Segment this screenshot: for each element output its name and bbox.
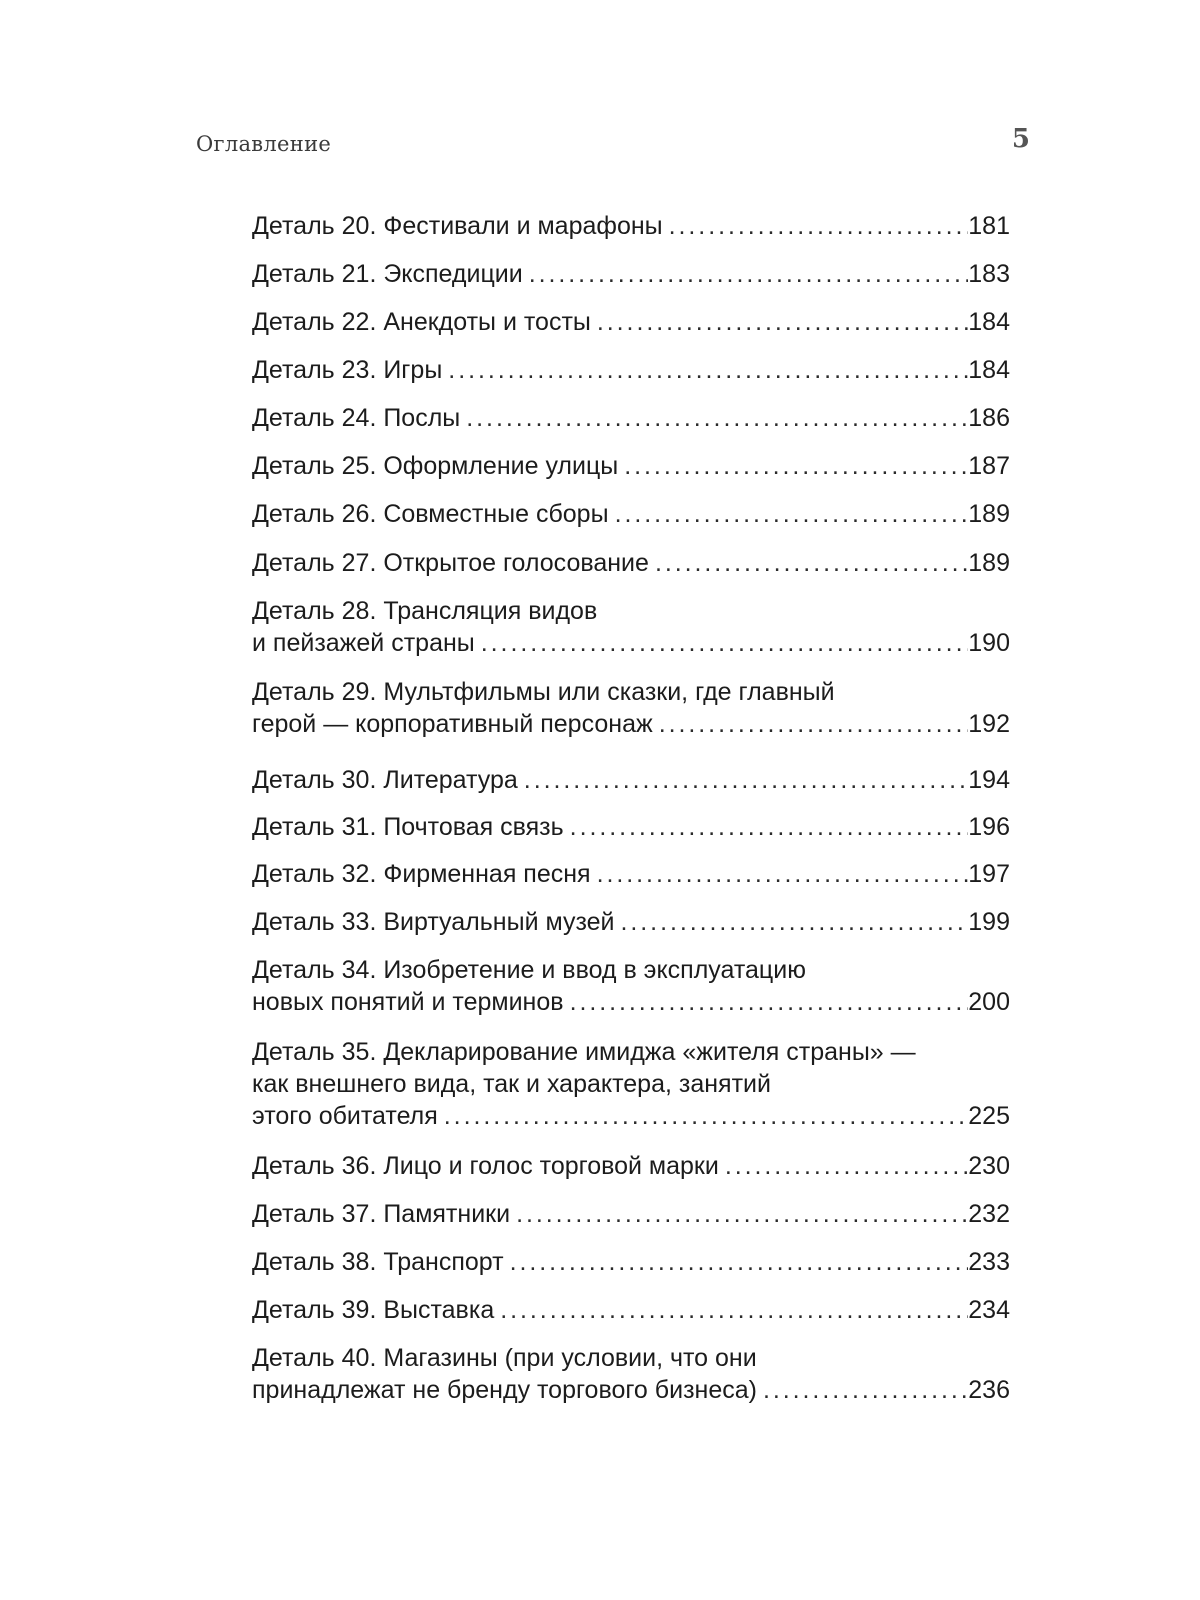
toc-entry: [252, 547, 1010, 579]
toc-entry: [252, 306, 1010, 338]
toc-entry: [252, 764, 1010, 796]
toc-entry-last-line: [252, 450, 1010, 482]
dot-leader: [438, 1100, 969, 1132]
toc-entry-page: 183: [968, 260, 1010, 288]
toc-entry-page: 184: [968, 308, 1010, 336]
dot-leader: [649, 547, 968, 579]
toc-entry-title: Деталь 31. Почтовая связь: [252, 813, 564, 841]
toc-entry-title: герой — корпоративный персонаж: [252, 710, 653, 738]
toc-entry-page: 197: [968, 860, 1010, 888]
toc-entry-last-line: [252, 708, 1010, 740]
toc-entry-page: 184: [968, 356, 1010, 384]
toc-entry-title: Деталь 39. Выставка: [252, 1296, 495, 1324]
toc-entry-title: принадлежат не бренду торгового бизнеса): [252, 1376, 757, 1404]
toc-entry-last-line: [252, 354, 1010, 386]
toc-entry-title-line: Деталь 28. Трансляция видов: [252, 597, 598, 625]
toc-entry-title: Деталь 25. Оформление улицы: [252, 452, 619, 480]
toc-entry-title-line: Деталь 40. Магазины (при условии, что они: [252, 1344, 757, 1372]
toc-entry: [252, 450, 1010, 482]
toc-entry-page: 181: [968, 212, 1010, 240]
toc-entry-page: 230: [968, 1152, 1010, 1180]
toc-entry-title-line: Деталь 29. Мультфильмы или сказки, где главный: [252, 678, 835, 706]
toc-entry-page: 233: [968, 1248, 1010, 1276]
toc-entry-page: 196: [968, 813, 1010, 841]
dot-leader: [475, 627, 969, 659]
toc-entry-title: этого обитателя: [252, 1102, 438, 1130]
toc-entry-page: 194: [968, 766, 1010, 794]
toc-entry-page: 189: [968, 549, 1010, 577]
toc-entry-title: Деталь 30. Литература: [252, 766, 518, 794]
dot-leader: [494, 1294, 968, 1326]
toc-entry: [252, 1036, 1010, 1132]
toc-entry-page: 236: [968, 1376, 1010, 1404]
toc-entry-page: 192: [968, 710, 1010, 738]
toc-entry-page: 232: [968, 1200, 1010, 1228]
toc-entry-page: 189: [968, 500, 1010, 528]
page-number: 5: [1011, 124, 1030, 154]
toc-entry-last-line: [252, 306, 1010, 338]
toc-entry-title-line: Деталь 34. Изобретение и ввод в эксплуатацию: [252, 956, 806, 984]
toc-entry: [252, 258, 1010, 290]
toc-entry-title: Деталь 20. Фестивали и марафоны: [252, 212, 663, 240]
toc-entry-title: и пейзажей страны: [252, 629, 475, 657]
dot-leader: [523, 258, 969, 290]
toc-entry-last-line: [252, 986, 1010, 1018]
toc-entry-title: Деталь 33. Виртуальный музей: [252, 908, 615, 936]
dot-leader: [653, 708, 969, 740]
toc-entry-page: 199: [968, 908, 1010, 936]
toc-entry: [252, 354, 1010, 386]
toc-entry-title: новых понятий и терминов: [252, 988, 564, 1016]
toc-entry-page: 187: [968, 452, 1010, 480]
toc-entry: [252, 1294, 1010, 1326]
toc-entry-last-line: [252, 1150, 1010, 1182]
toc-entry-page: 186: [968, 404, 1010, 432]
dot-leader: [591, 306, 968, 338]
toc-entry-last-line: [252, 402, 1010, 434]
toc-entry: [252, 1342, 1010, 1406]
toc-entry-last-line: [252, 906, 1010, 938]
toc-entry-page: 190: [968, 629, 1010, 657]
toc-entry-title: Деталь 32. Фирменная песня: [252, 860, 591, 888]
toc-entry-last-line: [252, 858, 1010, 890]
toc-entry: [252, 1198, 1010, 1230]
dot-leader: [504, 1246, 969, 1278]
toc-entry-last-line: [252, 811, 1010, 843]
toc-entry-last-line: [252, 627, 1010, 659]
toc-entry-page: 234: [968, 1296, 1010, 1324]
toc-entry-last-line: [252, 547, 1010, 579]
toc-entry: [252, 811, 1010, 843]
toc-entry-page: 225: [968, 1102, 1010, 1130]
toc-entry-title: Деталь 36. Лицо и голос торговой марки: [252, 1152, 719, 1180]
toc-entry: [252, 210, 1010, 242]
toc-entry-last-line: [252, 764, 1010, 796]
toc-entry: [252, 595, 1010, 659]
dot-leader: [719, 1150, 968, 1182]
toc-entry-last-line: [252, 1294, 1010, 1326]
toc-entry-title: Деталь 23. Игры: [252, 356, 443, 384]
toc-entry: [252, 954, 1010, 1018]
toc-entry: [252, 858, 1010, 890]
toc-entry: [252, 402, 1010, 434]
toc-entry-title: Деталь 24. Послы: [252, 404, 461, 432]
dot-leader: [510, 1198, 968, 1230]
dot-leader: [757, 1374, 968, 1406]
dot-leader: [618, 450, 968, 482]
toc-entry-title: Деталь 22. Анекдоты и тосты: [252, 308, 591, 336]
toc-entry-last-line: [252, 498, 1010, 530]
dot-leader: [609, 498, 969, 530]
toc-entry: [252, 1150, 1010, 1182]
toc-entry-title: Деталь 38. Транспорт: [252, 1248, 504, 1276]
toc-entry-last-line: [252, 1374, 1010, 1406]
toc-entry-last-line: [252, 1198, 1010, 1230]
dot-leader: [460, 402, 968, 434]
dot-leader: [663, 210, 969, 242]
toc-entry: [252, 906, 1010, 938]
toc-entry-last-line: [252, 1100, 1010, 1132]
toc-entry-title: Деталь 21. Экспедиции: [252, 260, 523, 288]
running-title: Оглавление: [196, 132, 332, 156]
dot-leader: [591, 858, 969, 890]
toc-entry: [252, 676, 1010, 740]
toc-entry-title-line: Деталь 35. Декларирование имиджа «жителя страны» —: [252, 1038, 916, 1066]
toc-entry-title: Деталь 27. Открытое голосование: [252, 549, 649, 577]
toc-entry: [252, 1246, 1010, 1278]
toc-entry-last-line: [252, 1246, 1010, 1278]
dot-leader: [442, 354, 968, 386]
toc-entry: [252, 498, 1010, 530]
toc-entry-last-line: [252, 258, 1010, 290]
toc-entry-page: 200: [968, 988, 1010, 1016]
dot-leader: [518, 764, 968, 796]
toc-entry-title: Деталь 37. Памятники: [252, 1200, 511, 1228]
toc-entry-title: Деталь 26. Совместные сборы: [252, 500, 609, 528]
dot-leader: [564, 811, 969, 843]
dot-leader: [615, 906, 969, 938]
dot-leader: [564, 986, 969, 1018]
toc-entry-title-line: как внешнего вида, так и характера, занятий: [252, 1070, 771, 1098]
toc-entry-last-line: [252, 210, 1010, 242]
